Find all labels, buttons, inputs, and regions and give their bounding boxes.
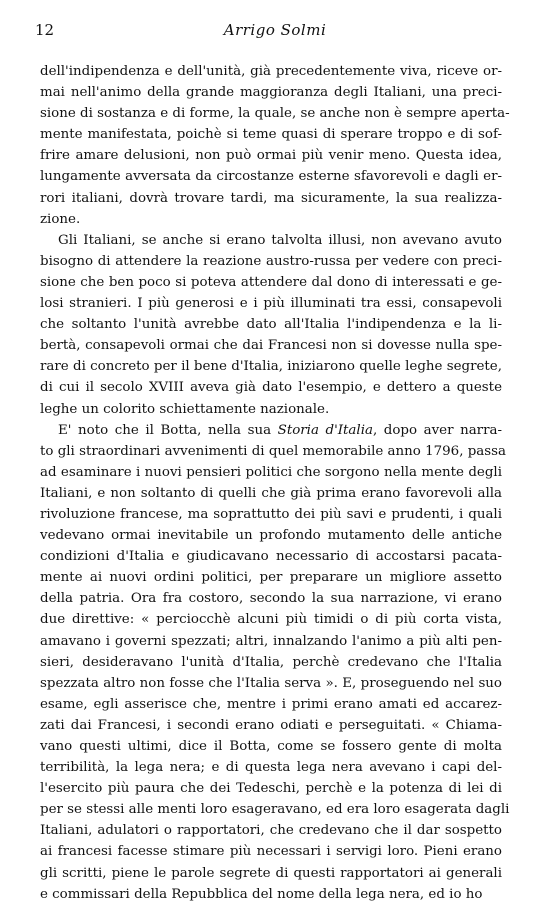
text-line: sione di sostanza e di forme, la quale, se anche non è sempre aperta-	[40, 106, 510, 122]
paragraph	[40, 420, 510, 905]
text-line: zione.	[40, 211, 81, 227]
text-line: losi stranieri. I più generosi e i più illuminati tra essi, consapevoli	[40, 296, 502, 312]
text-line: bertà, consapevoli ormai che dai Francesi non si dovesse nulla spe-	[40, 338, 502, 354]
book-title: Storia d'Italia	[277, 422, 373, 438]
text-line: l'esercito più paura che dei Tedeschi, perchè e la potenza di lei di	[40, 781, 502, 797]
text-line: frire amare delusioni, non può ormai più venir meno. Questa idea,	[40, 148, 502, 164]
text-line: leghe un colorito schiettamente nazionale.	[40, 401, 330, 417]
text-line: Italiani, adulatori o rapportatori, che credevano che il dar sospetto	[40, 823, 502, 839]
text-line: rivoluzione francese, ma soprattutto dei più savi e prudenti, i quali	[40, 506, 502, 522]
text-line: gli scritti, piene le parole segrete di questi rapportatori ai generali	[40, 865, 502, 881]
running-head: Arrigo Solmi	[223, 21, 327, 39]
text-line: e commissari della Repubblica del nome della lega nera, ed io ho	[40, 886, 483, 902]
text-line: vano questi ultimi, dice il Botta, come se fossero gente di molta	[40, 739, 502, 754]
text-line: E' noto che il Botta, nella sua Storia d'Italia, dopo aver narra-	[58, 422, 502, 438]
text-line: mente ai nuovi ordini politici, per preparare un migliore assetto	[40, 570, 502, 586]
text-line: bisogno di attendere la reazione austro-russa per vedere con preci-	[40, 253, 502, 269]
text-line: mai nell'animo della grande maggioranza degli Italiani, una preci-	[40, 85, 502, 101]
text-line: lungamente avversata da circostanze esterne sfavorevoli e dagli er-	[40, 169, 502, 185]
paragraph	[40, 61, 510, 230]
page-header	[35, 21, 515, 45]
text-line: rori italiani, dovrà trovare tardi, ma sicuramente, la sua realizza-	[40, 190, 502, 206]
text-line: vedevano ormai inevitabile un profondo mutamento delle antiche	[40, 528, 502, 544]
text-line: ad esaminare i nuovi pensieri politici che sorgono nella mente degli	[40, 464, 502, 480]
text-line: zati dai Francesi, i secondi erano odiati e perseguitati. « Chiama-	[40, 717, 502, 733]
text-line: esame, egli asserisce che, mentre i primi erano amati ed accarez-	[40, 696, 502, 712]
page-number: 12	[35, 21, 55, 39]
body-text	[40, 61, 510, 905]
text-line: to gli straordinari avvenimenti di quel memorabile anno 1796, passa	[40, 443, 506, 459]
text-line: sione che ben poco si poteva attendere dal dono di interessati e ge-	[40, 274, 502, 290]
text-line: mente manifestata, poichè si teme quasi di sperare troppo e di sof-	[40, 127, 502, 143]
text-line: spezzata altro non fosse che l'Italia serva ». E, proseguendo nel suo	[40, 675, 502, 691]
text-line: amavano i governi spezzati; altri, innalzando l'animo a più alti pen-	[40, 633, 502, 649]
text-line: per se stessi alle menti loro esageravano, ed era loro esagerata dagli	[40, 802, 510, 818]
text-line: sieri, desideravano l'unità d'Italia, perchè credevano che l'Italia	[40, 654, 502, 670]
text-line: dell'indipendenza e dell'unità, già precedentemente viva, riceve or-	[40, 64, 502, 79]
text-line: ai francesi facesse stimare più necessari i servigi loro. Pieni erano	[40, 844, 502, 860]
text-line: della patria. Ora fra costoro, secondo la sua narrazione, vi erano	[40, 591, 502, 607]
paragraph	[40, 230, 502, 420]
text-line: Italiani, e non soltanto di quelli che già prima erano favorevoli alla	[40, 485, 502, 501]
text-line: condizioni d'Italia e giudicavano necessario di accostarsi pacata-	[40, 549, 502, 565]
text-line: rare di concreto per il bene d'Italia, iniziarono quelle leghe segrete,	[40, 359, 502, 375]
text-line: terribilità, la lega nera; e di questa lega nera avevano i capi del-	[40, 760, 502, 776]
text-line: di cui il secolo XVIII aveva già dato l'esempio, e dettero a queste	[40, 380, 502, 396]
text-line: che soltanto l'unità avrebbe dato all'Italia l'indipendenza e la li-	[40, 317, 502, 333]
text-line: Gli Italiani, se anche si erano talvolta illusi, non avevano avuto	[58, 232, 502, 248]
text-line: due direttive: « perciocchè alcuni più timidi o di più corta vista,	[40, 612, 502, 628]
